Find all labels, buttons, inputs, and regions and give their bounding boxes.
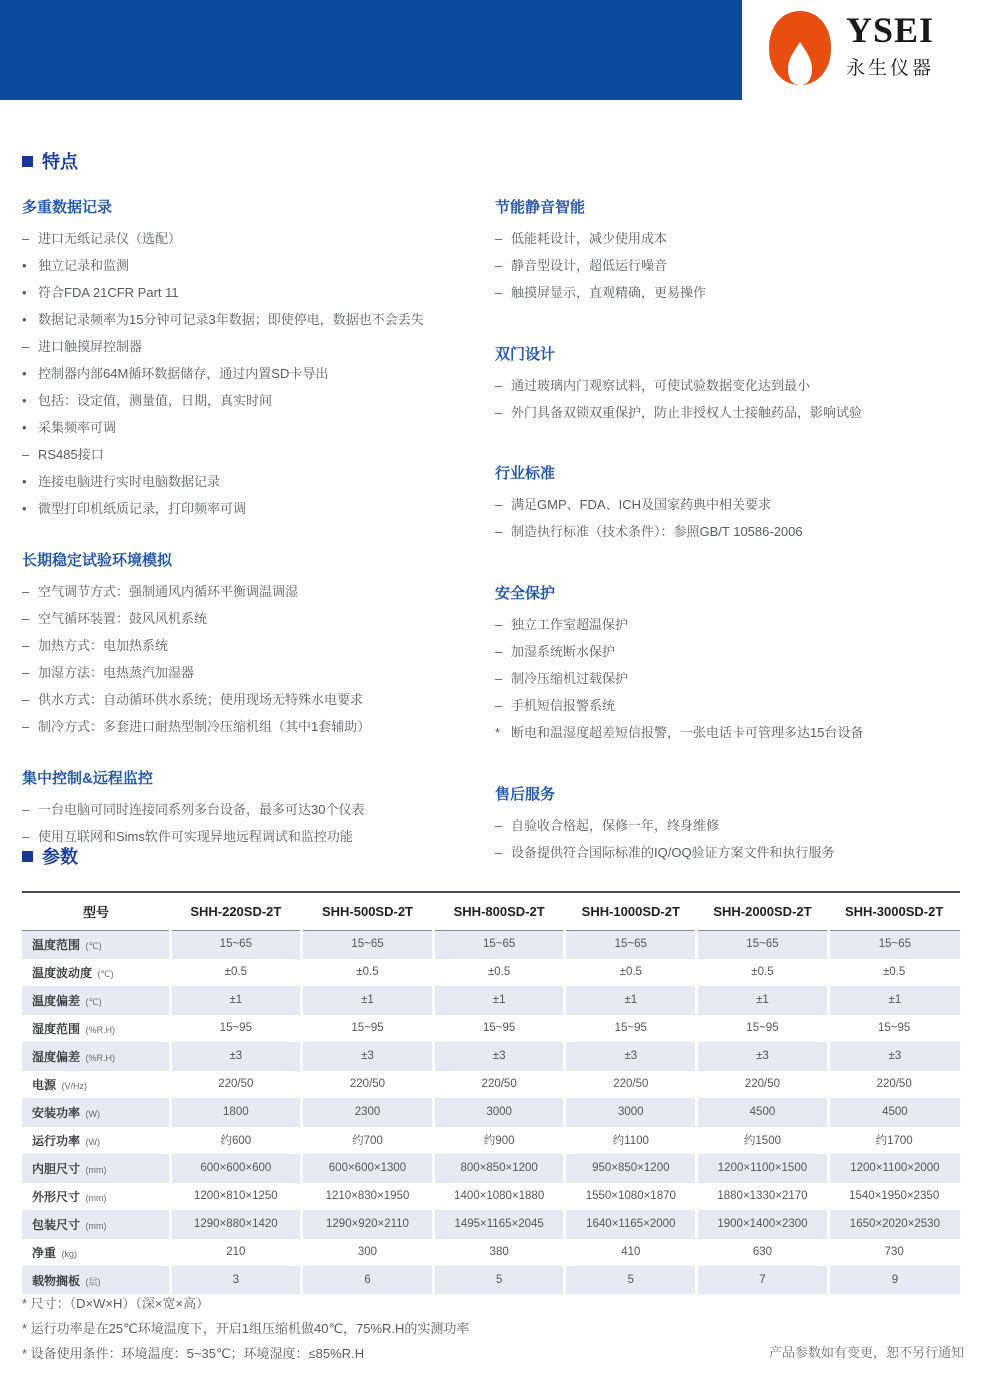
specs-cell: 1210×830×1950 <box>302 1182 434 1210</box>
specs-row-label: 温度范围 (℃) <box>22 930 170 958</box>
specs-cell: 800×850×1200 <box>433 1154 565 1182</box>
feature-item-text: 断电和温湿度超差短信报警，一张电话卡可管理多达15台设备 <box>511 725 864 741</box>
feature-item-text: 进口触摸屏控制器 <box>38 339 143 355</box>
bullet-marker: – <box>22 801 30 817</box>
feature-section <box>495 196 968 302</box>
specs-cell: ±3 <box>302 1042 434 1070</box>
specs-row-label: 运行功率 (W) <box>22 1126 170 1154</box>
bullet-marker: – <box>495 404 503 420</box>
footnote-line: * 设备使用条件：环境温度：5~35℃；环境湿度：≤85%R.H <box>22 1345 365 1361</box>
features-left-column <box>22 196 495 871</box>
specs-cell: ±3 <box>697 1042 829 1070</box>
specs-cell: 1200×1100×1500 <box>697 1154 829 1182</box>
feature-item-text: 满足GMP、FDA、ICH及国家药典中相关要求 <box>511 497 772 513</box>
bullet-marker: – <box>495 817 503 833</box>
specs-row-unit: (W) <box>83 1136 101 1147</box>
disclaimer-text: 产品参数如有变更，恕不另行通知 <box>768 1345 964 1360</box>
specs-cell: 380 <box>433 1238 565 1266</box>
specs-row-label: 温度偏差 (℃) <box>22 986 170 1014</box>
specs-row-unit: (mm) <box>83 1192 107 1203</box>
specs-header-model: SHH-1000SD-2T <box>565 892 697 930</box>
feature-item <box>495 643 968 661</box>
feature-item <box>22 392 475 410</box>
specs-cell: 15~65 <box>170 930 302 958</box>
bullet-marker: – <box>495 285 503 301</box>
brand-name: YSEI <box>846 10 935 50</box>
feature-item <box>495 496 968 514</box>
specs-cell: 220/50 <box>433 1070 565 1098</box>
feature-item-text: 设备提供符合国际标准的IQ/OQ验证方案文件和执行服务 <box>511 844 835 860</box>
feature-item-text: 一台电脑可同时连接同系列多台设备，最多可达30个仪表 <box>38 801 365 817</box>
bullet-marker: – <box>495 524 503 540</box>
specs-cell: ±1 <box>565 986 697 1014</box>
bullet-marker: – <box>22 828 30 844</box>
specs-cell: ±0.5 <box>697 958 829 986</box>
specs-cell: 1290×880×1420 <box>170 1210 302 1238</box>
bullet-marker: – <box>22 339 30 355</box>
specs-header-model: SHH-220SD-2T <box>170 892 302 930</box>
feature-item <box>22 801 475 819</box>
bullet-marker: • <box>22 312 27 328</box>
specs-cell: 1800 <box>170 1098 302 1126</box>
specs-cell: 15~95 <box>302 1014 434 1042</box>
feature-item-text: 独立工作室超温保护 <box>511 616 629 632</box>
specs-row <box>22 1014 960 1042</box>
bullet-marker: – <box>495 497 503 513</box>
feature-section <box>22 549 475 736</box>
feature-item <box>495 257 968 275</box>
features-columns <box>22 196 968 871</box>
specs-cell: 3 <box>170 1266 302 1294</box>
feature-item-text: 微型打印机纸质记录，打印频率可调 <box>38 501 247 517</box>
specs-cell: 9 <box>828 1266 960 1294</box>
bullet-marker: • <box>22 501 27 517</box>
feature-item <box>22 473 475 491</box>
feature-item-text: 外门具备双锁双重保护，防止非授权人士接触药品，影响试验 <box>511 404 863 420</box>
specs-row-unit: (℃) <box>83 996 102 1007</box>
feature-item-text: 符合FDA 21CFR Part 11 <box>38 285 179 301</box>
feature-item-text: 数据记录频率为15分钟可记录3年数据；即使停电，数据也不会丢失 <box>38 312 424 328</box>
brand-logo <box>768 6 968 92</box>
specs-header-model: SHH-2000SD-2T <box>697 892 829 930</box>
specs-cell: ±3 <box>170 1042 302 1070</box>
feature-item-text: 使用互联网和Sims软件可实现异地远程调试和监控功能 <box>38 828 353 844</box>
feature-section-heading: 多重数据记录 <box>22 199 113 216</box>
specs-row-unit: (%R.H) <box>83 1052 116 1063</box>
footnote-line: * 运行功率是在25℃环境温度下，开启1组压缩机做40℃，75%R.H的实测功率 <box>22 1320 470 1336</box>
feature-item <box>22 419 475 437</box>
specs-cell: 约1500 <box>697 1126 829 1154</box>
specs-cell: 约600 <box>170 1126 302 1154</box>
specs-cell: 1650×2020×2530 <box>828 1210 960 1238</box>
specs-cell: 1900×1400×2300 <box>697 1210 829 1238</box>
feature-item-text: 进口无纸记录仪（选配） <box>38 231 182 246</box>
feature-section <box>495 343 968 422</box>
feature-item <box>22 365 475 383</box>
specs-cell: 15~65 <box>697 930 829 958</box>
feature-item-text: 连接电脑进行实时电脑数据记录 <box>38 474 221 490</box>
feature-item-text: 空气调节方式：强制通风内循环平衡调温调湿 <box>38 584 299 600</box>
specs-cell: 950×850×1200 <box>565 1154 697 1182</box>
specs-row <box>22 1126 960 1154</box>
specs-cell: ±1 <box>697 986 829 1014</box>
specs-cell: 7 <box>697 1266 829 1294</box>
features-section <box>22 148 968 871</box>
specs-row-label: 净重 (kg) <box>22 1238 170 1266</box>
specs-cell: 3000 <box>433 1098 565 1126</box>
specs-cell: 15~65 <box>302 930 434 958</box>
specs-cell: ±0.5 <box>565 958 697 986</box>
specs-cell: 约1700 <box>828 1126 960 1154</box>
specs-row-unit: (W) <box>83 1108 101 1119</box>
params-section <box>22 843 968 1294</box>
specs-cell: 约1100 <box>565 1126 697 1154</box>
bullet-marker: * <box>495 725 501 741</box>
specs-row <box>22 1042 960 1070</box>
feature-item-text: 触摸屏显示，直观精确，更易操作 <box>511 285 707 301</box>
feature-item-text: 通过玻璃内门观察试料，可使试验数据变化达到最小 <box>511 377 811 393</box>
specs-row-unit: (mm) <box>83 1220 107 1231</box>
feature-item <box>495 724 968 742</box>
specs-row <box>22 1182 960 1210</box>
feature-item <box>495 284 968 302</box>
specs-row-unit: (mm) <box>83 1164 107 1175</box>
specs-table-body <box>22 930 960 1294</box>
specs-row-label: 包装尺寸 (mm) <box>22 1210 170 1238</box>
bullet-marker: – <box>22 692 30 708</box>
specs-cell: 3000 <box>565 1098 697 1126</box>
feature-item <box>495 377 968 395</box>
feature-item-text: 包括：设定值，测量值，日期，真实时间 <box>38 393 273 409</box>
feature-section-heading: 长期稳定试验环境模拟 <box>22 552 173 570</box>
specs-cell: 600×600×600 <box>170 1154 302 1182</box>
specs-row <box>22 1210 960 1238</box>
specs-row-unit: (%R.H) <box>83 1024 116 1035</box>
bullet-marker: – <box>22 719 30 735</box>
specs-row-unit: (℃) <box>83 940 102 951</box>
specs-cell: 5 <box>433 1266 565 1294</box>
specs-row <box>22 986 960 1014</box>
bullet-marker: – <box>22 611 30 627</box>
feature-item <box>22 664 475 682</box>
specs-cell: 5 <box>565 1266 697 1294</box>
specs-cell: 15~65 <box>828 930 960 958</box>
specs-cell: 220/50 <box>697 1070 829 1098</box>
feature-item <box>495 616 968 634</box>
feature-item <box>22 338 475 356</box>
header-band <box>0 0 742 100</box>
specs-cell: 15~65 <box>565 930 697 958</box>
feature-item <box>22 257 475 275</box>
bullet-marker: – <box>495 258 503 274</box>
specs-cell: 300 <box>302 1238 434 1266</box>
feature-section-heading: 售后服务 <box>495 785 556 803</box>
bullet-marker: – <box>495 643 503 659</box>
specs-row <box>22 1098 960 1126</box>
feature-item-text: 制冷方式：多套进口耐热型制冷压缩机组（其中1套辅助） <box>38 719 371 735</box>
feature-item <box>22 500 475 518</box>
feature-item <box>22 691 475 709</box>
feature-item <box>22 610 475 628</box>
features-right-column <box>495 196 968 871</box>
specs-row-label: 电源 (V/Hz) <box>22 1070 170 1098</box>
feature-section-heading: 行业标准 <box>495 465 556 483</box>
specs-cell: ±1 <box>302 986 434 1014</box>
specs-cell: 1495×1165×2045 <box>433 1210 565 1238</box>
bullet-marker: – <box>495 844 503 860</box>
features-title <box>22 148 968 174</box>
specs-cell: 约900 <box>433 1126 565 1154</box>
feature-item <box>495 697 968 715</box>
feature-item-text: 加湿方法：电热蒸汽加湿器 <box>38 665 195 681</box>
feature-item <box>22 718 475 736</box>
bullet-marker: • <box>22 474 27 490</box>
specs-cell: 1200×810×1250 <box>170 1182 302 1210</box>
feature-item <box>495 817 968 835</box>
specs-row <box>22 1266 960 1294</box>
feature-item-text: 自验收合格起，保修一年，终身维修 <box>511 817 720 833</box>
bullet-marker: – <box>22 584 30 600</box>
specs-cell: 4500 <box>828 1098 960 1126</box>
bullet-marker: – <box>22 231 30 246</box>
specs-row <box>22 930 960 958</box>
specs-cell: 15~95 <box>170 1014 302 1042</box>
bullet-marker: • <box>22 420 27 436</box>
specs-cell: 1540×1950×2350 <box>828 1182 960 1210</box>
feature-item-text: RS485接口 <box>38 447 104 463</box>
specs-cell: 15~95 <box>828 1014 960 1042</box>
section-bullet-icon <box>22 851 33 862</box>
specs-cell: 410 <box>565 1238 697 1266</box>
specs-cell: 2300 <box>302 1098 434 1126</box>
bullet-marker: – <box>495 670 503 686</box>
specs-cell: 1200×1100×2000 <box>828 1154 960 1182</box>
specs-cell: ±3 <box>828 1042 960 1070</box>
bullet-marker: – <box>495 697 503 713</box>
bullet-marker: • <box>22 285 27 301</box>
feature-item <box>495 670 968 688</box>
specs-cell: 1880×1330×2170 <box>697 1182 829 1210</box>
feature-item <box>22 311 475 329</box>
specs-row-unit: (℃) <box>95 968 114 979</box>
specs-cell: 15~95 <box>433 1014 565 1042</box>
specs-cell: 210 <box>170 1238 302 1266</box>
bullet-marker: – <box>22 638 30 654</box>
feature-item <box>22 284 475 302</box>
params-title <box>22 843 968 869</box>
feature-section-heading: 双门设计 <box>495 345 556 363</box>
feature-item-text: 控制器内部64M循环数据储存，通过内置SD卡导出 <box>38 366 329 382</box>
feature-item-text: 独立记录和监测 <box>38 258 130 274</box>
bullet-marker: • <box>22 366 27 382</box>
feature-item <box>22 230 475 248</box>
feature-item-text: 加湿系统断水保护 <box>511 643 616 659</box>
feature-section-heading: 安全保护 <box>495 584 556 602</box>
feature-item-text: 供水方式：自动循环供水系统；使用现场无特殊水电要求 <box>38 692 364 708</box>
feature-section <box>495 462 968 541</box>
specs-cell: 15~65 <box>433 930 565 958</box>
feature-section <box>495 582 968 742</box>
features-title-text: 特点 <box>42 152 78 172</box>
specs-cell: 1550×1080×1870 <box>565 1182 697 1210</box>
specs-cell: 220/50 <box>565 1070 697 1098</box>
specs-header-model: SHH-800SD-2T <box>433 892 565 930</box>
specs-row-label: 湿度偏差 (%R.H) <box>22 1042 170 1070</box>
feature-item-text: 手机短信报警系统 <box>511 697 616 713</box>
specs-table-head <box>22 892 960 930</box>
specs-cell: 220/50 <box>828 1070 960 1098</box>
feature-section <box>22 196 475 518</box>
feature-section-heading: 节能静音智能 <box>495 199 586 216</box>
specs-cell: 15~95 <box>565 1014 697 1042</box>
specs-row-unit: (层) <box>83 1276 101 1287</box>
specs-header-row <box>22 892 960 930</box>
params-title-text: 参数 <box>42 847 78 867</box>
bullet-marker: – <box>22 447 30 463</box>
bullet-marker: – <box>495 231 503 246</box>
feature-item-text: 制造执行标准（技术条件）：参照GB/T 10586-2006 <box>511 524 803 540</box>
feature-item-text: 低能耗设计，减少使用成本 <box>511 231 668 246</box>
specs-cell: ±0.5 <box>433 958 565 986</box>
specs-cell: ±1 <box>828 986 960 1014</box>
bullet-marker: – <box>495 616 503 632</box>
specs-header-model: SHH-500SD-2T <box>302 892 434 930</box>
feature-item <box>22 446 475 464</box>
feature-item-text: 采集频率可调 <box>38 420 117 436</box>
feature-section-heading: 集中控制&远程监控 <box>22 769 153 787</box>
specs-cell: ±0.5 <box>170 958 302 986</box>
feature-item <box>495 404 968 422</box>
feature-item <box>495 523 968 541</box>
brand-logo-icon <box>768 10 832 86</box>
specs-row-label: 载物搁板 (层) <box>22 1266 170 1294</box>
specs-cell: 1290×920×2110 <box>302 1210 434 1238</box>
specs-row-label: 外形尺寸 (mm) <box>22 1182 170 1210</box>
specs-row-unit: (V/Hz) <box>59 1080 88 1091</box>
brand-subname: 永生仪器 <box>846 58 935 79</box>
specs-row <box>22 958 960 986</box>
specs-cell: 220/50 <box>302 1070 434 1098</box>
specs-cell: 15~95 <box>697 1014 829 1042</box>
specs-cell: 220/50 <box>170 1070 302 1098</box>
specs-cell: ±0.5 <box>302 958 434 986</box>
specs-cell: 1640×1165×2000 <box>565 1210 697 1238</box>
bullet-marker: – <box>495 377 503 393</box>
feature-item-text: 静音型设计，超低运行噪音 <box>511 258 668 274</box>
specs-row-label: 内胆尺寸 (mm) <box>22 1154 170 1182</box>
specs-row-label: 安装功率 (W) <box>22 1098 170 1126</box>
specs-row <box>22 1070 960 1098</box>
specs-row-unit: (kg) <box>59 1248 78 1259</box>
specs-cell: 630 <box>697 1238 829 1266</box>
section-bullet-icon <box>22 156 33 167</box>
specs-cell: 4500 <box>697 1098 829 1126</box>
specs-cell: 6 <box>302 1266 434 1294</box>
feature-item-text: 制冷压缩机过载保护 <box>511 670 629 686</box>
feature-item <box>22 583 475 601</box>
feature-section <box>22 767 475 846</box>
bullet-marker: • <box>22 258 27 274</box>
feature-item-text: 空气循环装置：鼓风风机系统 <box>38 611 208 627</box>
feature-item <box>22 637 475 655</box>
specs-cell: 约700 <box>302 1126 434 1154</box>
specs-cell: ±1 <box>170 986 302 1014</box>
feature-item-text: 加热方式：电加热系统 <box>38 638 169 654</box>
specs-cell: ±1 <box>433 986 565 1014</box>
bullet-marker: • <box>22 393 27 409</box>
specs-cell: 600×600×1300 <box>302 1154 434 1182</box>
specs-cell: 1400×1080×1880 <box>433 1182 565 1210</box>
specs-table <box>22 891 960 1294</box>
specs-cell: ±3 <box>565 1042 697 1070</box>
specs-row-label: 湿度范围 (%R.H) <box>22 1014 170 1042</box>
specs-cell: ±0.5 <box>828 958 960 986</box>
specs-cell: ±3 <box>433 1042 565 1070</box>
specs-row-label: 温度波动度 (℃) <box>22 958 170 986</box>
specs-cell: 730 <box>828 1238 960 1266</box>
specs-row <box>22 1238 960 1266</box>
footnote-line: * 尺寸：（D×W×H）（深×宽×高） <box>22 1296 210 1311</box>
brand-text <box>846 12 934 80</box>
feature-item <box>495 230 968 248</box>
specs-row <box>22 1154 960 1182</box>
specs-header-model: SHH-3000SD-2T <box>828 892 960 930</box>
specs-header-model-label: 型号 <box>22 892 170 930</box>
bullet-marker: – <box>22 665 30 681</box>
